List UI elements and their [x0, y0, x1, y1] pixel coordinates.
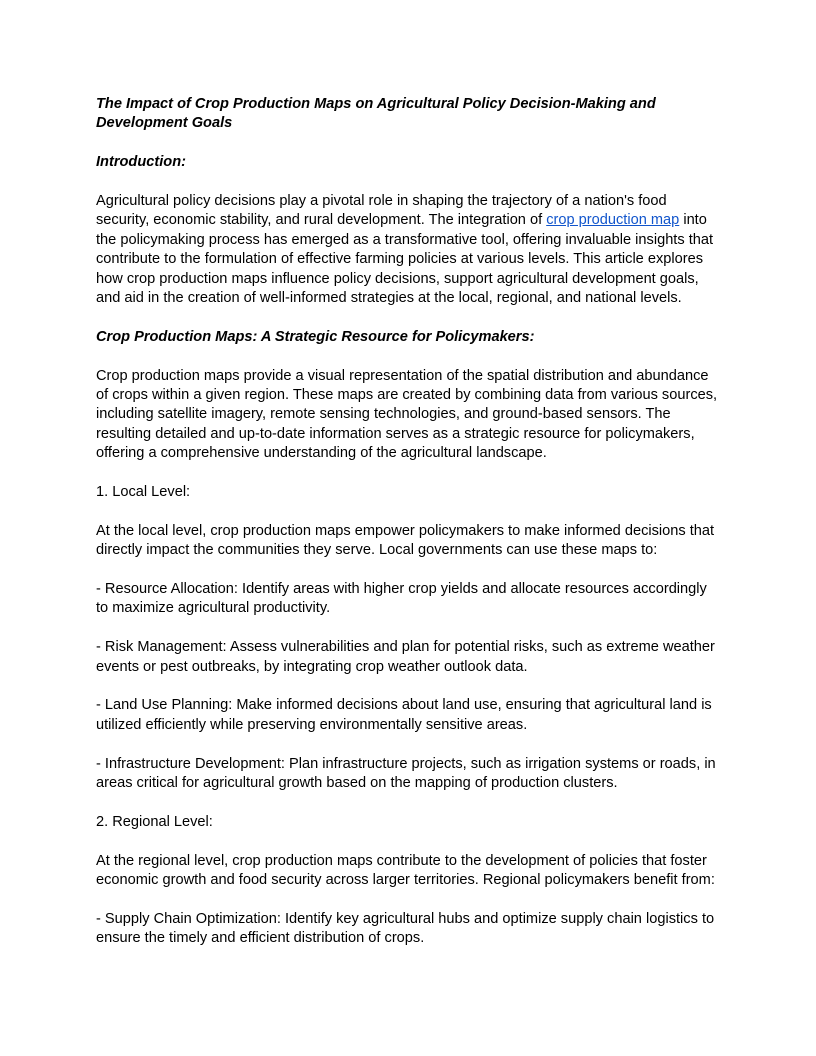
intro-text-before-link: Agricultural policy decisions play a pivotal role in shaping the trajectory of a nation's food security, economic stability, and rural development. The integration of — [96, 193, 667, 229]
document-page — [96, 95, 722, 968]
local-level-heading: 1. Local Level: — [96, 484, 191, 501]
regional-level-paragraph: At the regional level, crop production maps contribute to the development of policies that foster economic growth and food security across larger territories. Regional policymakers benefit from: — [96, 852, 715, 889]
list-item-infrastructure-development: - Infrastructure Development: Plan infrastructure projects, such as irrigation systems or roads, in areas critical for agricultural growth based on the mapping of production clusters. — [96, 755, 716, 792]
list-item-resource-allocation: - Resource Allocation: Identify areas with higher crop yields and allocate resources accordingly to maximize agricultural productivity. — [96, 581, 707, 617]
regional-level-heading: 2. Regional Level: — [96, 813, 213, 830]
crop-production-map-link[interactable]: crop production map — [546, 212, 680, 229]
document-title: The Impact of Crop Production Maps on Agricultural Policy Decision-Making and Development Goals — [96, 96, 656, 132]
strategic-resource-heading: Crop Production Maps: A Strategic Resource for Policymakers: — [96, 328, 535, 345]
list-item-land-use-planning: - Land Use Planning: Make informed decisions about land use, ensuring that agricultural land is utilized efficiently while preserving environmentally sensitive areas. — [96, 697, 712, 733]
introduction-paragraph — [96, 192, 722, 308]
introduction-heading: Introduction: — [96, 154, 186, 171]
strategic-resource-paragraph: Crop production maps provide a visual representation of the spatial distribution and abundance of crops within a given region. These maps are created by combining data from various sources, including satellite imagery, remote sensing technologies, and ground-based sensors. The resulting detailed and up-to-date information serves as a strategic resource for policymakers, offering a comprehensive understanding of the agricultural landscape. — [96, 367, 718, 462]
list-item-risk-management: - Risk Management: Assess vulnerabilities and plan for potential risks, such as extreme weather events or pest outbreaks, by integrating crop weather outlook data. — [96, 639, 715, 675]
intro-text-after-link: into the policymaking process has emerged as a transformative tool, offering invaluable insights that contribute to the formulation of effective farming policies at various levels. This article explores how crop production maps influence policy decisions, support agricultural development goals, and aid in the creation of well-informed strategies at the local, regional, and national levels. — [96, 212, 714, 307]
local-level-paragraph: At the local level, crop production maps empower policymakers to make informed decisions that directly impact the communities they serve. Local governments can use these maps to: — [96, 522, 715, 559]
list-item-supply-chain-optimization: - Supply Chain Optimization: Identify key agricultural hubs and optimize supply chain logistics to ensure the timely and efficient distribution of crops. — [96, 910, 715, 947]
